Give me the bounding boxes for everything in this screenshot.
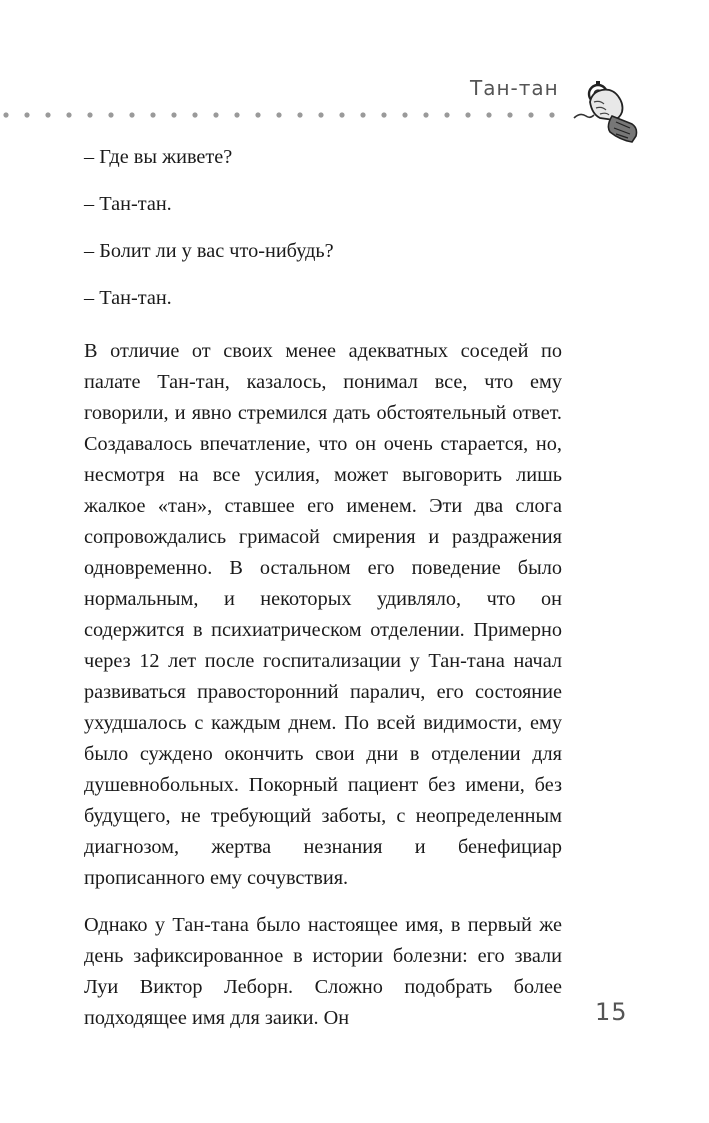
dotted-rule [0,110,560,120]
paragraph-1: В отличие от своих менее адекватных соседей по палате Тан-тан, казалось, понимал все, что ему говорили, и явно стремился дать обстоятельный ответ. Создавалось впечатление, что он очень старается, но, несмотря на все усилия, может выговорить лишь жалкое «тан», ставшее его именем. Эти два слога сопровождались гримасой смирения и раздражения одновременно. В остальном его поведение было нормальным, и некоторых удивляло, что он содержится в психиатрическом отделении. Примерно через 12 лет после госпитализации у Тан-тана начал развиваться правосторонний паралич, его состояние ухудшалось с каждым днем. По всей видимости, ему было суждено окончить свои дни в отделении для душевнобольных. Покорный пациент без имени, без будущего, не требующий заботы, с неопределенным диагнозом, жертва незнания и бенефициар прописанного ему сочувствия. [84,340,562,889]
dialogue-line-3: – Болит ли у вас что-нибудь? [84,240,334,262]
dialogue-line-4: – Тан-тан. [84,287,172,309]
hand-holding-pocket-watch-icon [572,72,642,144]
page-number: 15 [595,998,628,1026]
paragraph-2: Однако у Тан-тана было настоящее имя, в первый же день зафиксированное в истории болезни: его звали Луи Виктор Леборн. Сложно подобрать более подходящее имя для заики. Он [84,914,562,1029]
running-title: Тан-тан [470,76,559,100]
page-body [84,142,562,1034]
dialogue-line-2: – Тан-тан. [84,193,172,215]
dialogue-line-1: – Где вы живете? [84,146,233,168]
